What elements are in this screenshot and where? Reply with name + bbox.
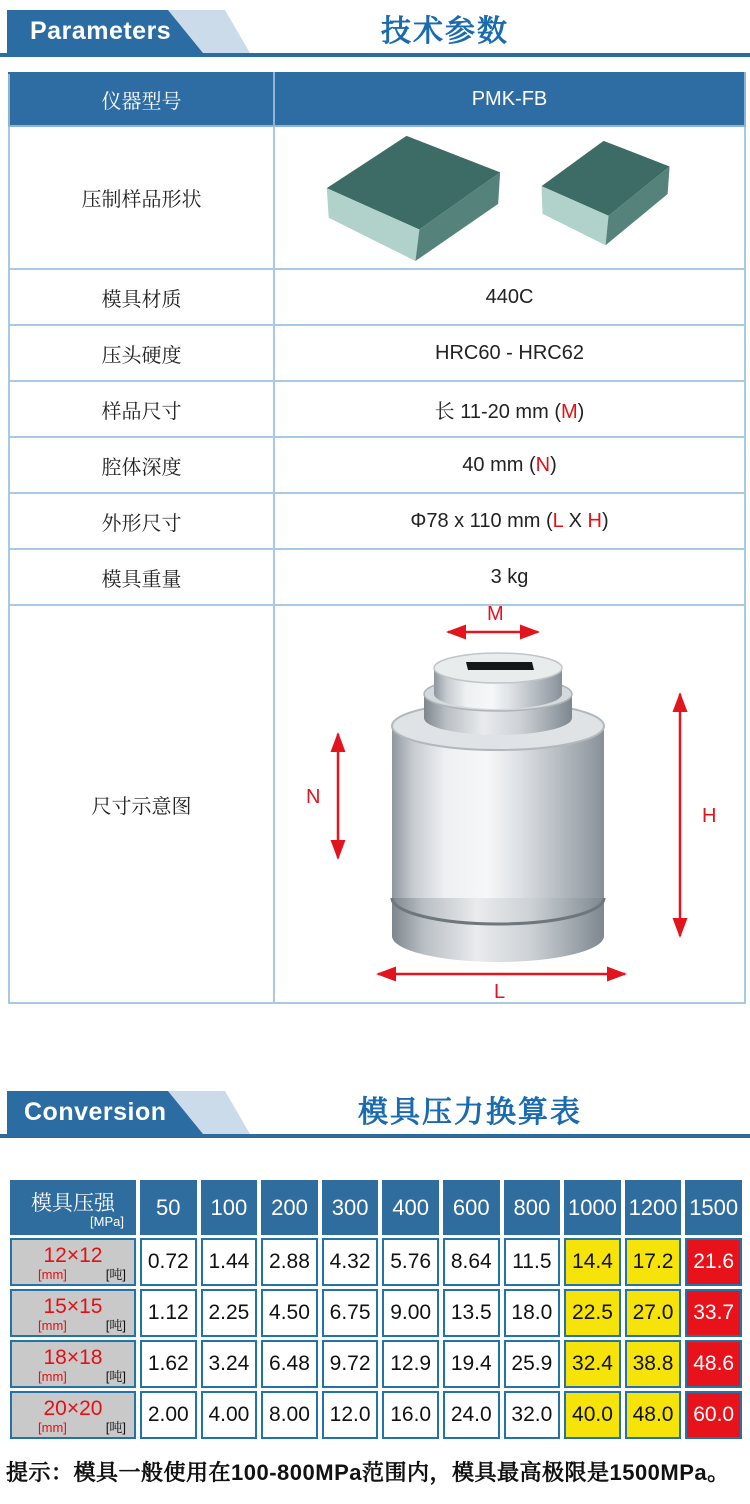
mold-size-label: 20×20 [mm] [吨] (10, 1391, 136, 1439)
tonnage-cell-warning: 48.0 (625, 1391, 682, 1439)
param-row-label: 压头硬度 (9, 325, 274, 381)
header-rule (0, 53, 750, 57)
parameters-title: 技术参数 (381, 15, 509, 48)
tonnage-cell: 1.62 (140, 1340, 197, 1388)
tonnage-cell-warning: 22.5 (564, 1289, 621, 1337)
tonnage-cell-warning: 17.2 (625, 1238, 682, 1286)
conversion-band-label: Conversion (24, 1098, 167, 1126)
unit-mm: [mm] (38, 1317, 67, 1333)
tonnage-cell: 0.72 (140, 1238, 197, 1286)
tonnage-cell: 4.50 (261, 1289, 318, 1337)
unit-ton: [吨] (105, 1419, 126, 1435)
dim-label-m: M (486, 606, 504, 625)
model-label: 仪器型号 (9, 73, 274, 126)
tonnage-cell: 5.76 (382, 1238, 439, 1286)
param-row-label: 腔体深度 (9, 437, 274, 493)
pressure-col: 1000 (564, 1180, 621, 1235)
pressure-col: 600 (443, 1180, 500, 1235)
table-row (9, 437, 745, 493)
tonnage-cell: 12.0 (322, 1391, 379, 1439)
param-row-value: Φ78 x 110 mm (L X H) (274, 493, 745, 549)
pressure-col: 100 (201, 1180, 258, 1235)
tonnage-cell: 18.0 (504, 1289, 561, 1337)
param-row-label: 样品尺寸 (9, 381, 274, 437)
pressure-col: 1200 (625, 1180, 682, 1235)
unit-mm: [mm] (38, 1368, 67, 1384)
tonnage-cell-warning: 27.0 (625, 1289, 682, 1337)
pressure-header-unit: [MPa] (90, 1213, 124, 1229)
pressure-col: 50 (140, 1180, 197, 1235)
tonnage-cell: 12.9 (382, 1340, 439, 1388)
usage-note: 提示：模具一般使用在100-800MPa范围内，模具最高极限是1500MPa。 (6, 1460, 730, 1485)
parameters-section-header (0, 10, 750, 53)
tonnage-cell: 1.44 (201, 1238, 258, 1286)
pressure-col: 400 (382, 1180, 439, 1235)
table-row (10, 1340, 742, 1388)
parameters-band-label: Parameters (30, 17, 172, 45)
tonnage-cell: 19.4 (443, 1340, 500, 1388)
param-row-label: 模具材质 (9, 269, 274, 325)
tonnage-cell: 8.00 (261, 1391, 318, 1439)
param-row-value: 长 11-20 mm (M) (274, 381, 745, 437)
tonnage-cell: 25.9 (504, 1340, 561, 1388)
tonnage-cell: 16.0 (382, 1391, 439, 1439)
table-row (10, 1180, 742, 1235)
param-row-label: 模具重量 (9, 549, 274, 605)
table-row (10, 1238, 742, 1286)
pressure-header-title: 模具压强 (31, 1191, 115, 1215)
param-row-value: HRC60 - HRC62 (274, 325, 745, 381)
unit-mm: [mm] (38, 1419, 67, 1435)
tonnage-cell: 6.48 (261, 1340, 318, 1388)
tonnage-cell: 6.75 (322, 1289, 379, 1337)
table-row (9, 549, 745, 605)
table-row (9, 269, 745, 325)
tonnage-cell: 4.32 (322, 1238, 379, 1286)
tonnage-cell-warning: 32.4 (564, 1340, 621, 1388)
unit-ton: [吨] (105, 1317, 126, 1333)
tonnage-cell-limit: 60.0 (685, 1391, 742, 1439)
conversion-section-header (0, 1091, 750, 1134)
pressure-col: 1500 (685, 1180, 742, 1235)
table-row (9, 325, 745, 381)
pressure-col: 200 (261, 1180, 318, 1235)
tonnage-cell: 2.88 (261, 1238, 318, 1286)
dim-label-h: H (701, 805, 716, 827)
table-row (9, 493, 745, 549)
pressure-header (10, 1180, 136, 1235)
table-row (10, 1391, 742, 1439)
table-row (9, 605, 745, 1003)
param-row-value: 3 kg (274, 549, 745, 605)
tonnage-cell: 11.5 (504, 1238, 561, 1286)
pressure-col: 800 (504, 1180, 561, 1235)
tonnage-cell: 8.64 (443, 1238, 500, 1286)
tonnage-cell: 4.00 (201, 1391, 258, 1439)
header-rule (0, 1134, 750, 1138)
tonnage-cell: 2.00 (140, 1391, 197, 1439)
tonnage-cell-limit: 48.6 (685, 1340, 742, 1388)
param-row-label: 外形尺寸 (9, 493, 274, 549)
param-row-value: 40 mm (N) (274, 437, 745, 493)
tonnage-cell: 13.5 (443, 1289, 500, 1337)
tonnage-cell: 9.72 (322, 1340, 379, 1388)
table-row (9, 381, 745, 437)
mold-size-label: 18×18 [mm] [吨] (10, 1340, 136, 1388)
tonnage-cell-limit: 33.7 (685, 1289, 742, 1337)
tonnage-cell: 32.0 (504, 1391, 561, 1439)
table-row (9, 126, 745, 269)
param-row-label: 压制样品形状 (9, 126, 274, 269)
mold-dimension-diagram (280, 606, 740, 1002)
model-value: PMK-FB (274, 73, 745, 126)
tonnage-cell-warning: 40.0 (564, 1391, 621, 1439)
tonnage-cell-warning: 14.4 (564, 1238, 621, 1286)
table-row (9, 73, 745, 126)
dim-label-l: L (493, 981, 505, 1002)
tonnage-cell-warning: 38.8 (625, 1340, 682, 1388)
tonnage-cell: 1.12 (140, 1289, 197, 1337)
param-row-value: 440C (274, 269, 745, 325)
tonnage-cell-limit: 21.6 (685, 1238, 742, 1286)
conversion-title: 模具压力换算表 (358, 1096, 582, 1129)
parameters-table (8, 72, 746, 1004)
unit-mm: [mm] (38, 1266, 67, 1282)
tonnage-cell: 2.25 (201, 1289, 258, 1337)
tonnage-cell: 24.0 (443, 1391, 500, 1439)
mold-size-label: 15×15 [mm] [吨] (10, 1289, 136, 1337)
unit-ton: [吨] (105, 1368, 126, 1384)
mold-size-label: 12×12 [mm] [吨] (10, 1238, 136, 1286)
param-row-label: 尺寸示意图 (9, 605, 274, 1003)
pressure-col: 300 (322, 1180, 379, 1235)
dim-label-n: N (305, 786, 320, 808)
table-row (10, 1289, 742, 1337)
conversion-table (6, 1177, 746, 1442)
tonnage-cell: 9.00 (382, 1289, 439, 1337)
sample-blocks-image (310, 131, 710, 264)
unit-ton: [吨] (105, 1266, 126, 1282)
tonnage-cell: 3.24 (201, 1340, 258, 1388)
